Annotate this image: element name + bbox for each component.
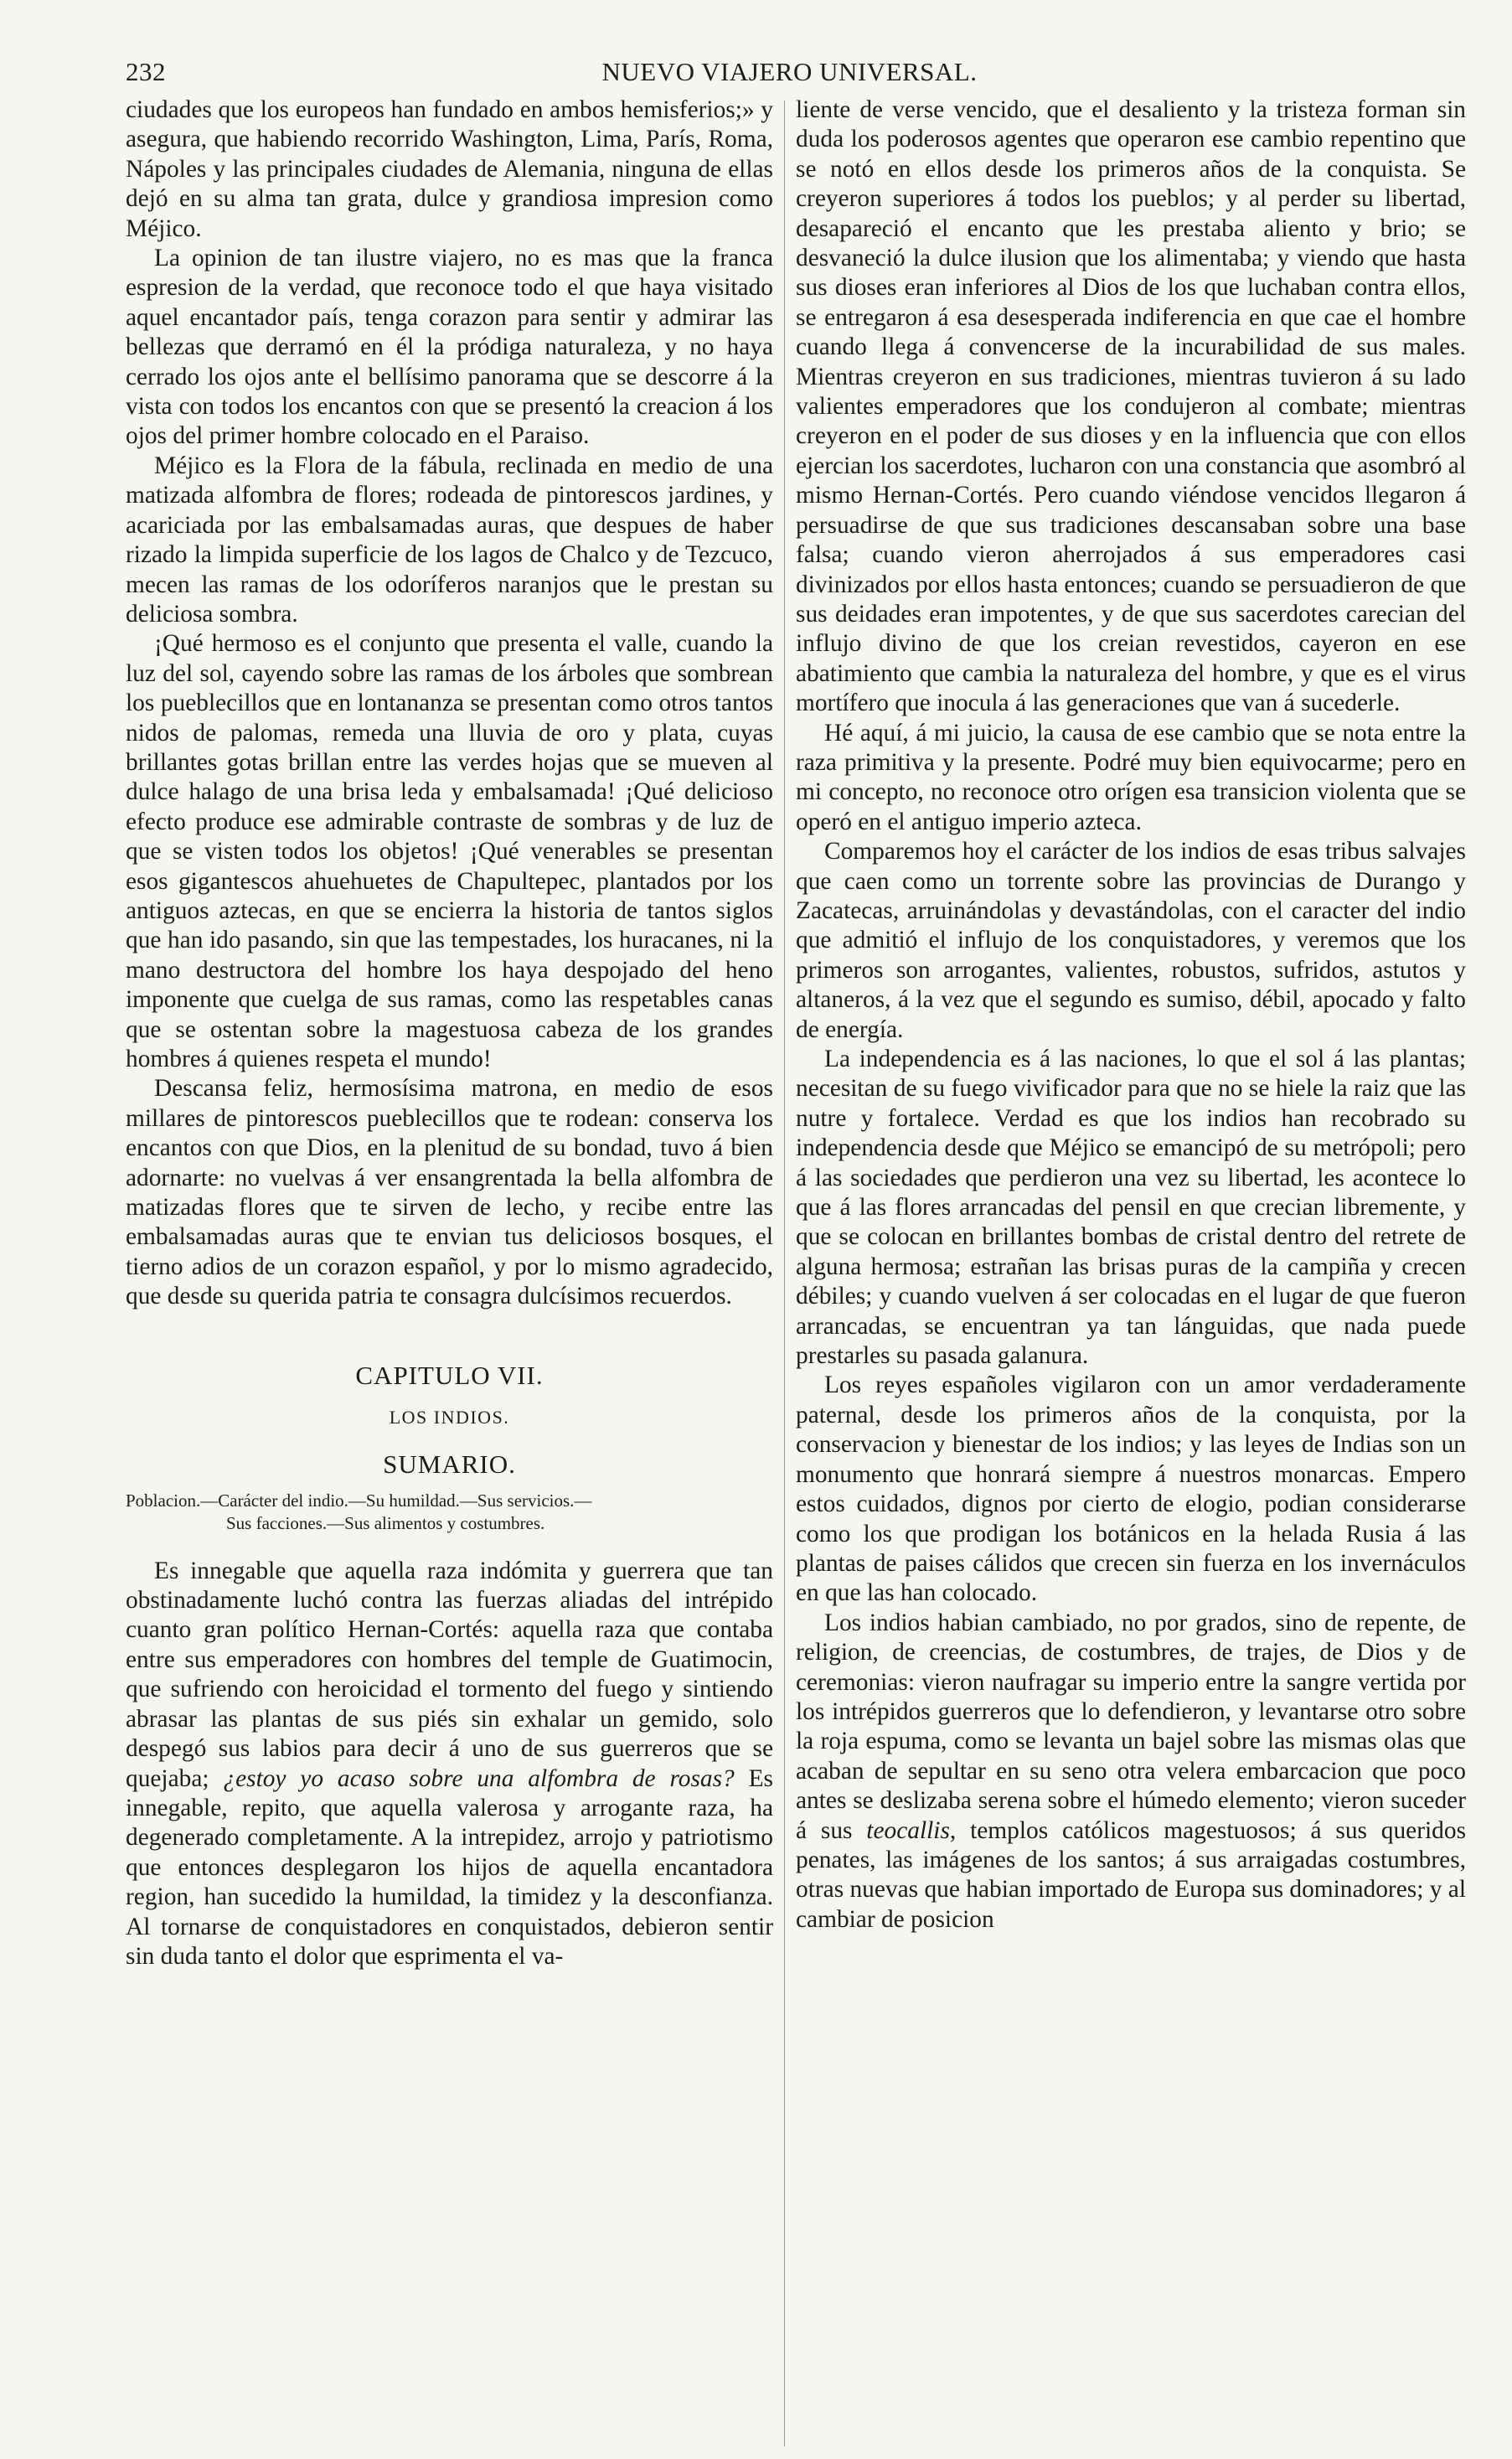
chapter-title: CAPITULO VII.	[355, 1360, 544, 1390]
paragraph: Méjico es la Flora de la fábula, reclinada en medio de una matizada alfombra de flores; rodeada de pintorescos jardines, y acariciada por las embalsamadas auras, que despues de haber rizado la limpida superficie de los lagos de Chalco y de Tezcuco, mecen las ramas de los odoríferos naranjos que le prestan su deliciosa sombra.	[126, 452, 773, 628]
paragraph: ciudades que los europeos han fundado en ambos hemisferios;» y asegura, que habiendo recorrido Washington, Lima, París, Roma, Nápoles y las principales ciudades de Alemania, ninguna de ellas dejó en su alma tan grata, dulce y grandiosa impresion como Méjico.	[126, 96, 773, 242]
right-column	[796, 96, 1466, 1935]
page-number: 232	[126, 57, 166, 86]
summary-line: Sus facciones.—Sus alimentos y costumbres.	[226, 1512, 545, 1533]
text-run: Los indios habian cambiado, no por grados, sino de repente, de religion, de creencias, de costumbres, de trajes, de Dios y de ceremonias: vieron naufragar su imperio entre la sangre vertida por los intrépidos guerreros que lo defendieron, y levantarse otro sobre la roja espuma, como se levanta un bajel sobre las mismas olas que acaban de sepultar en su seno otra velera embarcacion que poco antes se deslizaba serena sobre el húmedo elemento; vieron suceder á sus	[796, 1609, 1466, 1844]
page-header	[126, 57, 1453, 96]
text-run: , templos católicos magestuosos; á sus queridos penates, las imágenes de los santos; á sus arraigadas costumbres, otras nuevas que habian importado de Europa sus dominadores; y al cambiar de posicion	[796, 1816, 1467, 1933]
chapter-subtitle: LOS INDIOS.	[389, 1406, 510, 1428]
summary-line: Poblacion.—Carácter del indio.—Su humildad.—Sus servicios.—	[126, 1490, 592, 1511]
paragraph: Los reyes españoles vigilaron con un amor verdaderamente paternal, desde los primeros años de la conquista, por la conservacion y bienestar de los indios; y las leyes de Indias son un monumento que honrará siempre á nuestros monarcas. Empero estos cuidados, dignos por cierto de elogio, podian considerarse como los que prodigan los botánicos en la helada Rusia á las plantas de paises cálidos que crecen sin fuerza en los invernáculos en que las han colocado.	[796, 1372, 1466, 1607]
summary-text	[126, 1490, 773, 1535]
running-title: NUEVO VIAJERO UNIVERSAL.	[601, 57, 978, 86]
paragraph: Descansa feliz, hermosísima matrona, en medio de esos millares de pintorescos pueblecillos que te rodean: conserva los encantos con que Dios, en la plenitud de su bondad, tuvo á bien adornarte: no vuelvas á ver ensangrentada la bella alfombra de matizadas flores que te sirven de lecho, y recibe entre las embalsamadas auras que te envian tus deliciosos bosques, el tierno adios de un corazon español, y por lo mismo agradecido, que desde su querida patria te consagra dulcísimos recuerdos.	[126, 1075, 773, 1310]
italic-quote: ¿estoy yo acaso sobre una alfombra de rosas?	[223, 1764, 735, 1792]
paragraph	[796, 1609, 1466, 1935]
text-run: Es innegable que aquella raza indómita y guerrera que tan obstinadamente luchó contra las fuerzas aliadas del intrépido cuanto gran político Hernan-Cortés: aquella raza que contaba entre sus emperadores con hombres del temple de Guatimocin, que sufriendo con heroicidad el tormento del fuego y sintiendo abrasar las plantas de sus piés sin exhalar un gemido, solo despegó sus labios para decir á uno de sus guerreros que se quejaba;	[126, 1557, 773, 1792]
paragraph: ¡Qué hermoso es el conjunto que presenta el valle, cuando la luz del sol, cayendo sobre las ramas de los árboles que sombrean los pueblecillos que en lontananza se presentan como otros tantos nidos de palomas, remeda una lluvia de oro y plata, cuyas brillantes gotas brillan entre las verdes hojas que se mueven al dulce halago de una brisa leda y embalsamada! ¡Qué delicioso efecto produce ese admirable contraste de sombras y de luz de que se visten todos los objetos! ¡Qué venerables se presentan esos gigantescos ahuehuetes de Chapultepec, plantados por los antiguos aztecas, en que se encierra la historia de tantos siglos que han ido pasando, sin que las tempestades, los huracanes, ni la mano destructora del hombre los haya despojado del heno imponente que cuelga de sus ramas, como las respetables canas que se ostentan sobre la magestuosa cabeza de los grandes hombres á quienes respeta el mundo!	[126, 630, 773, 1072]
paragraph: Hé aquí, á mi juicio, la causa de ese cambio que se nota entre la raza primitiva y la presente. Podré muy bien equivocarme; pero en mi concepto, no reconoce otro orígen esa transicion violenta que se operó en el antiguo imperio azteca.	[796, 719, 1466, 835]
paragraph: liente de verse vencido, que el desaliento y la tristeza forman sin duda los poderosos agentes que operaron ese cambio repentino que se notó en ellos desde los primeros años de la conquista. Se creyeron superiores á todos los pueblos; y al perder su libertad, desapareció el encanto que les prestaba aliento y brio; se desvaneció la dulce ilusion que los alimentaba; y viendo que hasta sus dioses eran inferiores al Dios de los que luchaban contra ellos, se entregaron á esa desesperada indiferencia en que cae el hombre cuando llega á convencerse de la incurabilidad de sus males. Mientras creyeron en sus tradiciones, mientras tuvieron á su lado valientes emperadores que los condujeron al combate; mientras creyeron en el poder de sus dioses y en la influencia que con ellos ejercian los sacerdotes, lucharon con una constancia que asombró al mismo Hernan-Cortés. Pero cuando viéndose vencidos llegaron á persuadirse de que sus tradiciones descansaban sobre una base falsa; cuando vieron aherrojados á sus emperadores casi divinizados por ellos hasta entonces; cuando se persuadieron de que sus deidades eran impotentes, y de que sus sacerdotes carecian del influjo divino de que los creian revestidos, cayeron en ese abatimiento que cambia la naturaleza del hombre, y que es el virus mortífero que inocula á las generaciones que van á sucederle.	[796, 96, 1466, 717]
text-run: Es innegable, repito, que aquella valerosa y arrogante raza, ha degenerado completamente. A la intrepidez, arrojo y patriotismo que entonces desplegaron los hijos de aquella encantadora region, han sucedido la humildad, la timidez y la desconfianza. Al tornarse de conquistadores en conquistados, debieron sentir sin duda tanto el dolor que esprimenta el va-	[126, 1764, 773, 1970]
italic-word: teocallis	[866, 1816, 950, 1844]
left-column	[126, 96, 773, 1971]
paragraph: La independencia es á las naciones, lo que el sol á las plantas; necesitan de su fuego vivificador para que no se hiele la raiz que las nutre y fortalece. Verdad es que los indios han recobrado su independencia desde que Méjico se emancipó de su metrópoli; pero á las sociedades que perdieron una vez su libertad, les acontece lo que á las flores arrancadas del pensil en que crecian libremente, y que se colocan en brillantes bombas de cristal dentro del retrete de alguna hermosa; estrañan las brisas puras de la campiña y crecen débiles; y cuando vuelven á ser colocadas en el lugar de que fueron arrancadas, se encuentran ya tan lánguidas, que nada puede prestarles su pasada galanura.	[796, 1046, 1466, 1370]
summary-heading: SUMARIO.	[383, 1449, 516, 1479]
paragraph	[126, 1557, 773, 1972]
paragraph: Comparemos hoy el carácter de los indios de esas tribus salvajes que caen como un torrente sobre las provincias de Durango y Zacatecas, arruinándolas y devastándolas, con el caracter del indio que admitió el influjo de los conquistadores, y veremos que los primeros son arrogantes, valientes, robustos, sufridos, astutos y altaneros, á la vez que el segundo es sumiso, débil, apocado y falto de energía.	[796, 838, 1466, 1043]
paragraph: La opinion de tan ilustre viajero, no es mas que la franca espresion de la verdad, que reconoce todo el que haya visitado aquel encantador país, tenga corazon para sentir y admirar las bellezas que derramó en él la pródiga naturaleza, y no haya cerrado los ojos ante el bellísimo panorama que se descorre á la vista con todos los encantos con que se presentó la creacion á los ojos del primer hombre colocado en el Paraiso.	[126, 245, 773, 450]
column-divider	[784, 101, 785, 2446]
